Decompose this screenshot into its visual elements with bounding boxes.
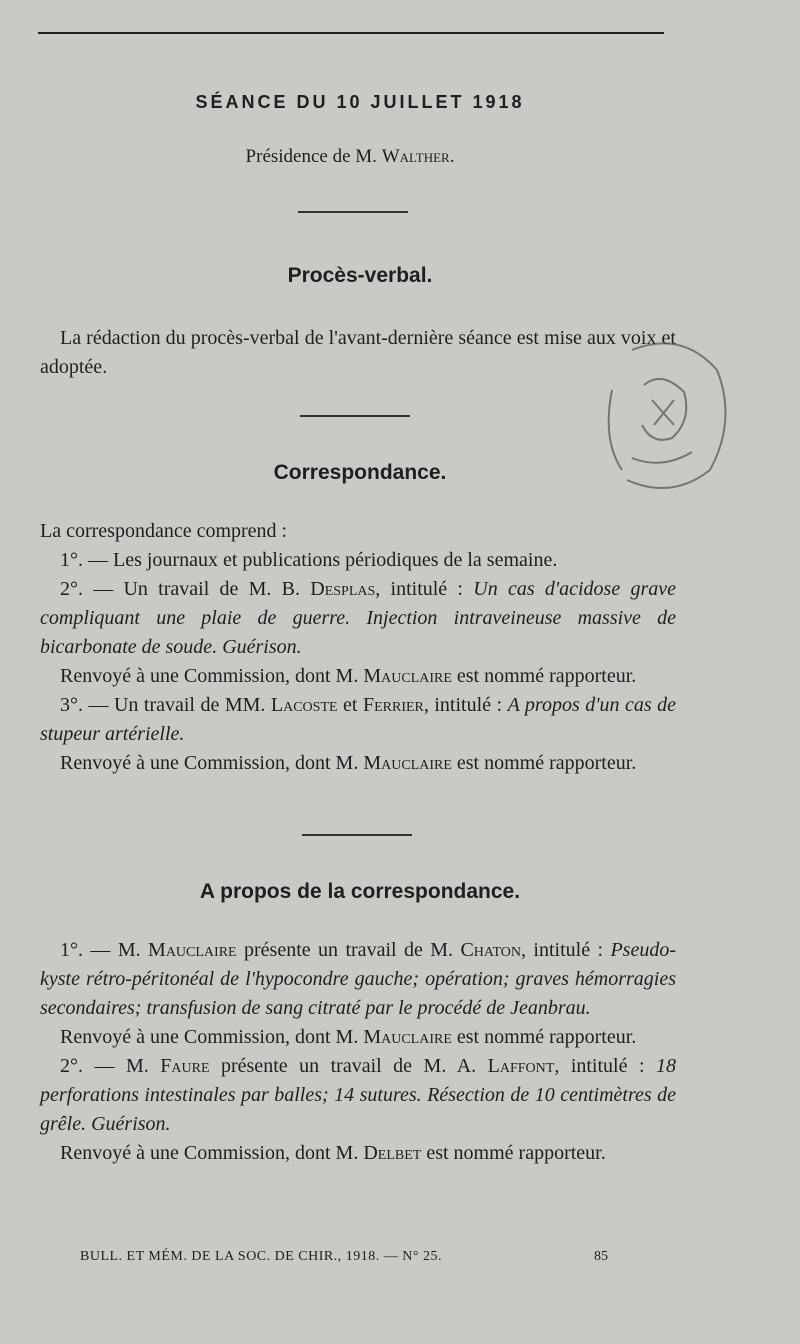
apropos-renvoi-2-prefix: Renvoyé à une Commission, dont M. xyxy=(60,1142,364,1164)
apropos-heading: A propos de la correspondance. xyxy=(199,880,521,903)
correspondance-renvoi-2 xyxy=(40,749,676,778)
separator-2 xyxy=(300,415,410,417)
apropos-item-1-mid: présente un travail de M. xyxy=(236,939,461,961)
correspondance-item-3 xyxy=(40,691,676,749)
page-number: 85 xyxy=(594,1249,608,1264)
apropos-renvoi-2-name: Delbet xyxy=(363,1142,422,1164)
apropos-item-2-title: 18 perforations intestinales par balles; 14 sutures. Résection de 10 centimètres de grêle. Guérison. xyxy=(40,1055,677,1135)
apropos-renvoi-1-name: Mauclaire xyxy=(363,1026,452,1048)
item-2-mid: , intitulé : xyxy=(375,578,474,600)
apropos-item-1-title: Pseudo-kyste rétro-péritonéal de l'hypocondre gauche; opération; graves hémorragies secondaires; transfusion de sang citraté par le procédé de Jeanbrau. xyxy=(40,939,677,1019)
item-2-title: Un cas d'acidose grave compliquant une plaie de guerre. Injection intraveineuse massive de bicarbonate de soude. Guérison. xyxy=(40,578,677,658)
renvoi-2-suffix: est nommé rapporteur. xyxy=(451,752,637,774)
apropos-item-1-author: Chaton xyxy=(460,939,521,961)
apropos-body xyxy=(40,936,676,1168)
apropos-renvoi-1-suffix: est nommé rapporteur. xyxy=(451,1026,637,1048)
renvoi-2-prefix: Renvoyé à une Commission, dont M. xyxy=(60,752,364,774)
renvoi-1-suffix: est nommé rapporteur. xyxy=(451,665,637,687)
apropos-renvoi-2-suffix: est nommé rapporteur. xyxy=(421,1142,606,1164)
correspondance-intro: La correspondance comprend : xyxy=(40,520,288,542)
apropos-item-1-mid2: , intitulé : xyxy=(521,939,611,961)
item-3-title: A propos d'un cas de stupeur artérielle. xyxy=(40,694,677,745)
correspondance-item-2 xyxy=(40,575,676,662)
apropos-item-2 xyxy=(40,1052,676,1139)
library-stamp-icon xyxy=(592,330,730,505)
apropos-item-2-prefix: 2°. — M. xyxy=(60,1055,161,1077)
top-rule xyxy=(38,32,664,34)
item-2-author: Desplas xyxy=(310,578,376,600)
correspondance-heading: Correspondance. xyxy=(273,461,447,484)
proces-verbal-text: La rédaction du procès-verbal de l'avant-dernière séance est mise aux voix et adoptée. xyxy=(40,327,676,378)
stamp-ring xyxy=(609,343,726,488)
apropos-item-1 xyxy=(40,936,676,1023)
renvoi-1-prefix: Renvoyé à une Commission, dont M. xyxy=(60,665,364,687)
proces-verbal-heading: Procès-verbal. xyxy=(287,264,433,287)
apropos-item-2-mid2: , intitulé : xyxy=(554,1055,657,1077)
footer-citation: BULL. ET MÉM. DE LA SOC. DE CHIR., 1918. — N° 25. xyxy=(80,1249,442,1264)
apropos-item-1-prefix: 1°. — M. xyxy=(60,939,149,961)
presidence-prefix: Présidence de M. xyxy=(245,146,382,167)
item-3-mid: , intitulé : xyxy=(423,694,508,716)
separator-1 xyxy=(298,211,408,213)
president-name: Walther. xyxy=(381,146,455,167)
apropos-renvoi-1-prefix: Renvoyé à une Commission, dont M. xyxy=(60,1026,364,1048)
item-3-author-1: Lacoste xyxy=(270,694,338,716)
apropos-item-2-mid: présente un travail de M. A. xyxy=(209,1055,488,1077)
correspondance-item-1: 1°. — Les journaux et publications périodiques de la semaine. xyxy=(60,549,558,571)
apropos-renvoi-2 xyxy=(40,1139,676,1168)
item-2-prefix: 2°. — Un travail de M. B. xyxy=(60,578,311,600)
item-3-author-2: Ferrier xyxy=(362,694,424,716)
renvoi-1-name: Mauclaire xyxy=(363,665,452,687)
presidence-line xyxy=(0,146,700,168)
correspondance-renvoi-1 xyxy=(40,662,676,691)
correspondance-body xyxy=(40,517,676,778)
apropos-item-2-presenter: Faure xyxy=(160,1055,210,1077)
renvoi-2-name: Mauclaire xyxy=(363,752,452,774)
apropos-item-1-presenter: Mauclaire xyxy=(148,939,237,961)
item-3-prefix: 3°. — Un travail de MM. xyxy=(60,694,271,716)
apropos-renvoi-1 xyxy=(40,1023,676,1052)
apropos-item-2-author: Laffont xyxy=(487,1055,555,1077)
separator-3 xyxy=(302,834,412,836)
seance-title: SÉANCE DU 10 JUILLET 1918 xyxy=(195,92,525,112)
item-3-and: et xyxy=(337,694,363,716)
